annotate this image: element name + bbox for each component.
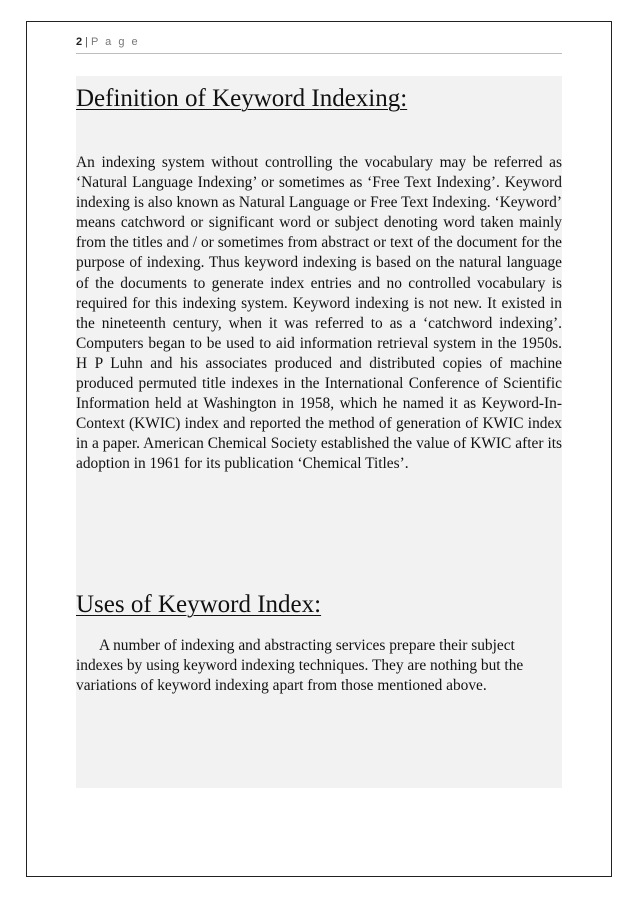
header-separator: | [85,36,88,48]
page-label: P a g e [90,36,140,48]
section-body-definition: An indexing system without controlling the vocabulary may be referred as ‘Natural Language Indexing’ or sometimes as ‘Free Text Indexing’. Keyword indexing is also known as Natural Language or Free Text Indexing. ‘Keyword’ means catchword or significant word or subject denoting word taken mainly from the titles and / or sometimes from abstract or text of the document for the purpose of indexing. Thus keyword indexing is based on the natural language of the documents to generate index entries and no controlled vocabulary is required for this indexing system. Keyword indexing is not new. It existed in the nineteenth century, when it was referred to as a ‘catchword indexing’. Computers began to be used to aid information retrieval system in the 1950s. H P Luhn and his associates produced and distributed copies of machine produced permuted title indexes in the International Conference of Scientific Information held at Washington in 1958, which he named it as Keyword-In-Context (KWIC) index and reported the method of generation of KWIC index in a paper. American Chemical Society established the value of KWIC after its adoption in 1961 for its publication ‘Chemical Titles’. [76,154,562,473]
page-number: 2 [76,36,83,48]
page-header [76,36,562,54]
section-heading-uses: Uses of Keyword Index: [76,591,322,618]
content-panel [76,76,562,788]
section-body-uses: A number of indexing and abstracting services prepare their subject indexes by using keyword indexing techniques. They are nothing but the variations of keyword indexing apart from those mentioned above. [76,637,524,695]
section-heading-definition: Definition of Keyword Indexing: [76,85,408,112]
